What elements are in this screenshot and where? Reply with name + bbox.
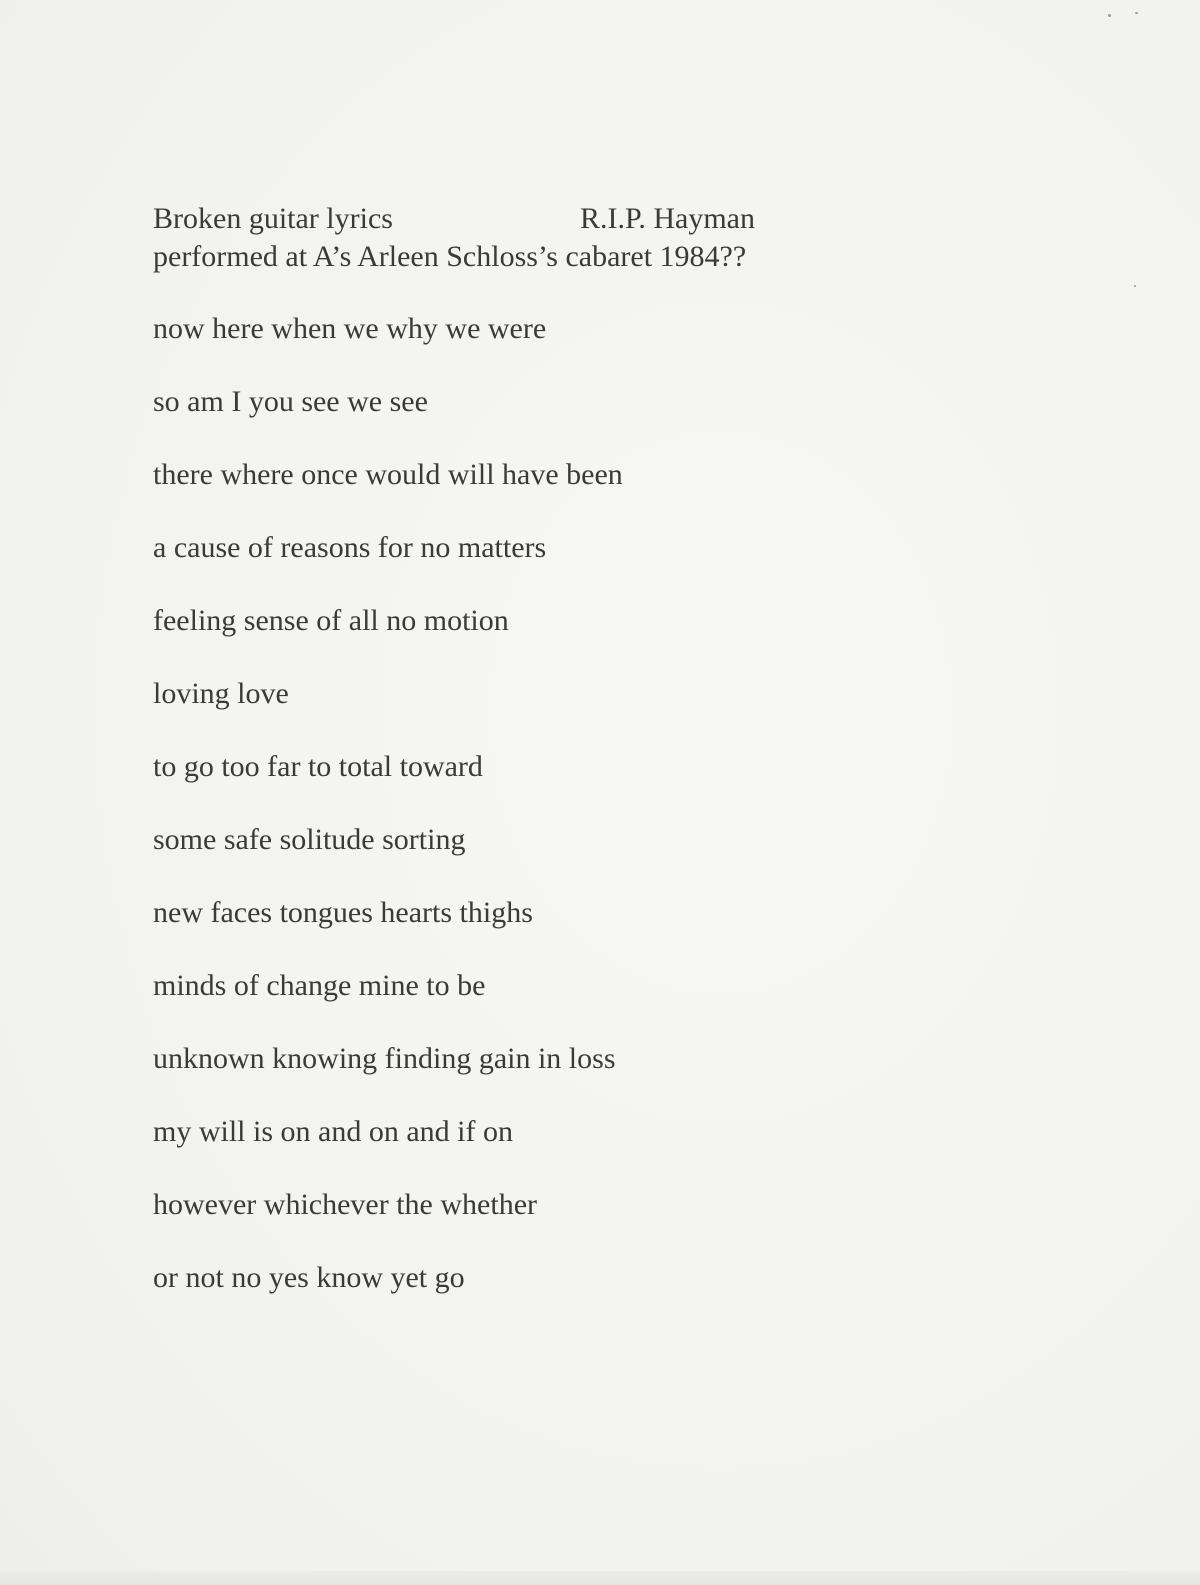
lyric-line: there where once would will have been xyxy=(153,458,623,491)
lyric-line: minds of change mine to be xyxy=(153,969,486,1002)
title-row xyxy=(153,200,1053,238)
lyrics-list xyxy=(153,310,1053,1332)
document-header xyxy=(153,200,1053,276)
credit-line: R.I.P. Hayman xyxy=(580,202,755,235)
lyric-line: loving love xyxy=(153,677,289,710)
page-bottom-edge xyxy=(0,1571,1200,1585)
lyric-line: however whichever the whether xyxy=(153,1188,537,1221)
lyric-line: some safe solitude sorting xyxy=(153,823,466,856)
lyric-line: or not no yes know yet go xyxy=(153,1261,465,1294)
performance-note: performed at A’s Arleen Schloss’s cabaret 1984?? xyxy=(153,240,747,273)
lyric-line: a cause of reasons for no matters xyxy=(153,531,547,564)
lyric-line: now here when we why we were xyxy=(153,312,547,345)
document-title: Broken guitar lyrics xyxy=(153,202,393,235)
paper-speck xyxy=(1108,14,1111,17)
lyric-line: new faces tongues hearts thighs xyxy=(153,896,533,929)
lyric-line: unknown knowing finding gain in loss xyxy=(153,1042,616,1075)
paper-speck xyxy=(1135,12,1138,14)
lyric-line: so am I you see we see xyxy=(153,385,428,418)
lyric-line: feeling sense of all no motion xyxy=(153,604,509,637)
paper-speck xyxy=(1134,285,1136,287)
lyric-line: to go too far to total toward xyxy=(153,750,483,783)
lyric-line: my will is on and on and if on xyxy=(153,1115,513,1148)
